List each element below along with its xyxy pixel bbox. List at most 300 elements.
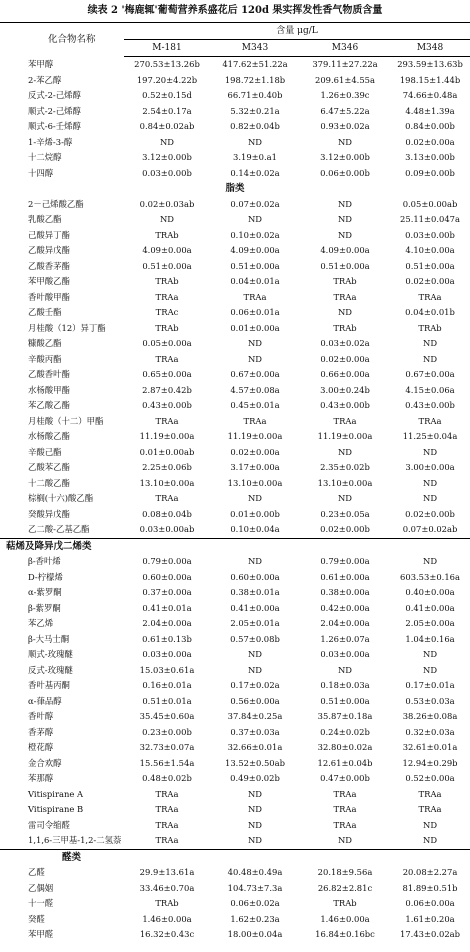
table-row bbox=[0, 429, 470, 445]
content-value: 0.02±0.00a bbox=[320, 353, 370, 364]
content-value: 0.08±0.04b bbox=[142, 508, 192, 519]
content-value: 0.02±0.00a bbox=[405, 276, 455, 286]
compound-name: 己酸异丁酯 bbox=[28, 229, 70, 240]
content-value: 20.08±2.27a bbox=[402, 867, 458, 877]
table-row bbox=[0, 259, 470, 275]
content-value: 104.73±7.3a bbox=[227, 882, 283, 893]
content-value: 3.00±0.00a bbox=[405, 462, 455, 472]
compound-name: 乙酸香茅酯 bbox=[28, 260, 70, 271]
content-value: 18.00±0.04a bbox=[227, 929, 283, 939]
table-row bbox=[0, 274, 470, 290]
content-value: 0.37±0.03a bbox=[230, 726, 280, 737]
content-value: 0.03±0.00ab bbox=[139, 524, 195, 534]
content-value: 2.05±0.00a bbox=[405, 618, 455, 628]
compound-name: 苯乙酸乙酯 bbox=[28, 400, 70, 410]
content-value: 17.43±0.02ab bbox=[400, 929, 461, 939]
sample-header-m346: M346 bbox=[300, 40, 390, 57]
table-caption: 续表 2 '梅鹿辄'葡萄营养系盛花后 120d 果实挥发性香气物质含量 bbox=[87, 5, 383, 16]
table-row bbox=[0, 367, 470, 383]
table-row bbox=[0, 88, 470, 104]
content-value: 0.03±0.00a bbox=[320, 649, 370, 659]
table-row bbox=[0, 119, 470, 135]
compound-name: 橙花醇 bbox=[28, 742, 54, 752]
content-value: 32.66±0.01a bbox=[227, 742, 283, 752]
table-row bbox=[0, 896, 470, 912]
table-body bbox=[0, 57, 470, 943]
content-value: 0.38±0.00a bbox=[320, 587, 370, 597]
table-row bbox=[0, 460, 470, 476]
content-value: TRAa bbox=[155, 819, 179, 830]
table-row bbox=[0, 601, 470, 617]
table-row bbox=[0, 694, 470, 710]
content-value: 0.41±0.01a bbox=[142, 602, 192, 613]
compound-name: 香茅醇 bbox=[28, 726, 54, 737]
content-value: 13.10±0.00a bbox=[317, 477, 373, 488]
content-value: TRAa bbox=[333, 804, 357, 814]
table-row bbox=[0, 570, 470, 586]
content-value: 32.73±0.07a bbox=[139, 742, 195, 752]
content-value: 0.02±0.00a bbox=[405, 136, 455, 147]
content-value: 4.15±0.06a bbox=[405, 384, 455, 395]
table-row bbox=[0, 585, 470, 601]
content-value: ND bbox=[247, 353, 263, 364]
content-value: 0.61±0.13b bbox=[142, 633, 192, 644]
compound-name: 反式-玫瑰醚 bbox=[28, 664, 73, 675]
content-value: 1.62±0.23a bbox=[230, 913, 280, 924]
content-value: 0.48±0.02b bbox=[142, 773, 192, 783]
table-row bbox=[0, 522, 470, 538]
content-value: 0.06±0.01a bbox=[230, 307, 280, 317]
content-value: 0.47±0.00b bbox=[320, 773, 370, 783]
compound-name: 乙酸壬酯 bbox=[28, 307, 62, 317]
content-value: 1.61±0.20a bbox=[405, 913, 455, 924]
compound-name: 苯甲醛 bbox=[28, 929, 54, 939]
content-value: ND bbox=[247, 819, 263, 830]
content-value: 0.43±0.00b bbox=[405, 400, 455, 410]
content-value: 4.09±0.00a bbox=[320, 245, 370, 255]
section-title: 脂类 bbox=[225, 183, 245, 194]
compound-name: 月桂酸（十二）甲酯 bbox=[28, 415, 104, 426]
content-value: 0.04±0.01a bbox=[230, 276, 280, 286]
content-value: 0.41±0.00a bbox=[230, 602, 280, 613]
content-value: 3.19±0.a1 bbox=[233, 152, 277, 162]
content-value: 3.17±0.00a bbox=[230, 462, 280, 472]
content-value: 4.57±0.08a bbox=[230, 384, 280, 395]
content-value: 0.51±0.00a bbox=[230, 260, 280, 271]
content-value: TRAa bbox=[155, 493, 179, 503]
compound-name: 反式-2-己烯醇 bbox=[28, 90, 81, 100]
content-value: ND bbox=[423, 819, 438, 830]
content-value: ND bbox=[337, 446, 353, 457]
content-value: ND bbox=[423, 664, 438, 675]
content-value: 4.48±1.39a bbox=[405, 105, 455, 116]
content-value: TRAb bbox=[333, 322, 357, 333]
content-value: TRAb bbox=[333, 898, 357, 908]
content-value: ND bbox=[247, 136, 263, 147]
content-value: 12.94±0.29b bbox=[402, 757, 458, 768]
content-value: ND bbox=[337, 198, 353, 209]
table-row bbox=[0, 507, 470, 523]
content-value: ND bbox=[337, 664, 353, 675]
content-value: 2.04±0.00a bbox=[320, 618, 370, 628]
content-value: ND bbox=[423, 446, 438, 457]
content-value: 0.32±0.03a bbox=[405, 726, 455, 737]
content-value: TRAa bbox=[243, 415, 267, 426]
content-value: 0.82±0.04b bbox=[230, 121, 280, 131]
content-value: ND bbox=[159, 214, 175, 224]
compound-name: 顺式-6-壬烯醇 bbox=[28, 121, 81, 131]
content-value: ND bbox=[337, 229, 353, 240]
content-value: TRAa bbox=[243, 291, 267, 302]
compound-name: 乙醛 bbox=[28, 867, 45, 877]
table-row bbox=[0, 352, 470, 368]
content-value: TRAa bbox=[155, 291, 179, 302]
table-row bbox=[0, 104, 470, 120]
content-value: 0.52±0.00a bbox=[405, 773, 455, 783]
content-value: 0.66±0.00a bbox=[320, 369, 370, 379]
content-value: 0.93±0.02a bbox=[320, 121, 370, 131]
content-value: 0.23±0.05a bbox=[320, 508, 370, 519]
content-value: 0.57±0.08b bbox=[230, 633, 280, 644]
content-value: 0.03±0.02a bbox=[320, 338, 370, 348]
content-value: 0.03±0.00b bbox=[405, 229, 455, 240]
compound-name: D-柠檬烯 bbox=[28, 571, 63, 582]
header-row-1 bbox=[0, 23, 470, 40]
content-value: 0.60±0.00a bbox=[230, 571, 280, 582]
content-value: TRAa bbox=[155, 353, 179, 364]
content-value: 2.04±0.00a bbox=[142, 618, 192, 628]
content-value: 2.87±0.42b bbox=[142, 384, 192, 395]
content-value: TRAb bbox=[333, 276, 357, 286]
table-row bbox=[0, 336, 470, 352]
content-value: ND bbox=[247, 649, 263, 659]
content-value: 12.61±0.04b bbox=[317, 757, 373, 768]
content-value: ND bbox=[423, 338, 438, 348]
content-value: ND bbox=[423, 493, 438, 503]
compound-name: Vitispirane B bbox=[28, 804, 84, 814]
table-row bbox=[0, 321, 470, 337]
content-value: 1.46±0.00a bbox=[320, 913, 370, 924]
content-value: ND bbox=[247, 804, 263, 814]
compound-name: 乙酸异戊酯 bbox=[28, 245, 70, 255]
content-value: TRAa bbox=[333, 291, 357, 302]
table-row bbox=[0, 678, 470, 694]
content-value: ND bbox=[423, 835, 438, 845]
compound-name: 苯甲醇 bbox=[28, 58, 54, 69]
content-value: 35.45±0.60a bbox=[139, 711, 195, 721]
table-row bbox=[0, 150, 470, 166]
compound-name: 顺式-玫瑰醚 bbox=[28, 649, 73, 659]
table-row bbox=[0, 616, 470, 632]
table-row bbox=[0, 491, 470, 507]
content-value: 0.06±0.00a bbox=[405, 898, 455, 908]
content-value: 37.84±0.25a bbox=[227, 711, 283, 721]
content-value: 4.10±0.00a bbox=[405, 245, 455, 255]
content-value: 293.59±13.63b bbox=[397, 59, 463, 69]
content-value: 32.80±0.02a bbox=[317, 742, 373, 752]
content-value: 0.43±0.00b bbox=[320, 400, 370, 410]
table-row bbox=[0, 243, 470, 259]
content-value: 0.10±0.02a bbox=[230, 229, 280, 240]
table-row bbox=[0, 383, 470, 399]
content-value: 13.52±0.50ab bbox=[225, 757, 285, 768]
content-value: 11.19±0.00a bbox=[317, 431, 373, 441]
content-value: 0.02±0.00b bbox=[405, 508, 455, 519]
content-value: 5.32±0.21a bbox=[230, 105, 280, 116]
content-value: 0.67±0.00a bbox=[230, 369, 280, 379]
content-value: 16.84±0.16bc bbox=[315, 929, 375, 939]
table-row bbox=[0, 709, 470, 725]
content-value: 38.26±0.08a bbox=[402, 711, 458, 721]
content-value: TRAa bbox=[418, 804, 442, 814]
content-value: TRAa bbox=[155, 804, 179, 814]
section-row bbox=[0, 849, 470, 865]
sample-header-m343: M343 bbox=[210, 40, 300, 57]
compound-name: 水杨酸乙酯 bbox=[28, 431, 70, 441]
content-value: TRAa bbox=[155, 788, 179, 799]
content-value: 1.26±0.39c bbox=[320, 90, 370, 100]
content-value: 4.09±0.00a bbox=[230, 245, 280, 255]
compound-name: β-大马士酮 bbox=[28, 633, 70, 644]
content-value: 3.12±0.00b bbox=[142, 152, 192, 162]
compound-name: 癸酸异戊酯 bbox=[28, 508, 70, 519]
content-value: ND bbox=[337, 214, 353, 224]
content-value: 0.04±0.01b bbox=[405, 307, 455, 317]
content-value: 32.61±0.01a bbox=[402, 742, 458, 752]
content-value: ND bbox=[159, 136, 175, 147]
table-row bbox=[0, 756, 470, 772]
compound-name: α-葎品醇 bbox=[28, 695, 62, 706]
compound-name: 苯乙烯 bbox=[28, 618, 54, 628]
compound-name: 2-苯乙醇 bbox=[28, 74, 62, 85]
table-row bbox=[0, 135, 470, 151]
content-value: 25.11±0.047a bbox=[400, 214, 460, 224]
content-value: 0.01±0.00a bbox=[230, 322, 280, 333]
table-row bbox=[0, 818, 470, 834]
content-value: 4.09±0.00a bbox=[142, 245, 192, 255]
content-value: TRAc bbox=[155, 307, 179, 317]
content-value: 33.46±0.70a bbox=[139, 882, 195, 893]
table-row bbox=[0, 787, 470, 803]
content-value: 0.45±0.01a bbox=[230, 400, 280, 410]
table-row bbox=[0, 212, 470, 228]
table-row bbox=[0, 228, 470, 244]
content-value: 16.32±0.43c bbox=[139, 929, 195, 939]
compound-name: 香叶酸甲酯 bbox=[28, 291, 70, 302]
content-value: ND bbox=[337, 493, 353, 503]
compound-name: 1-辛烯-3-醇 bbox=[28, 136, 73, 147]
content-value: 0.40±0.00a bbox=[405, 587, 455, 597]
content-value: 11.25±0.04a bbox=[402, 431, 458, 441]
content-value: 13.10±0.00a bbox=[139, 477, 195, 488]
section-row bbox=[0, 538, 470, 554]
compound-name: 癸醛 bbox=[28, 913, 45, 924]
compound-name: 雷司令缩醛 bbox=[28, 819, 70, 830]
content-value: 2.54±0.17a bbox=[142, 105, 192, 116]
content-value: 0.14±0.02a bbox=[230, 167, 280, 178]
content-value: 0.65±0.00a bbox=[142, 369, 192, 379]
content-value: 0.67±0.00a bbox=[405, 369, 455, 379]
content-value: 6.47±5.22a bbox=[320, 105, 370, 116]
section-title: 醛类 bbox=[0, 849, 470, 865]
table-row bbox=[0, 663, 470, 679]
content-value: 0.37±0.00a bbox=[142, 587, 192, 597]
content-unit-header: 含量 μg/L bbox=[124, 23, 470, 40]
compound-name: α-紫罗酮 bbox=[28, 587, 62, 597]
table-row bbox=[0, 771, 470, 787]
content-value: 40.48±0.49a bbox=[227, 867, 283, 877]
compound-name: 香叶醇 bbox=[28, 711, 54, 721]
compound-name: 棕榈(十六)酸乙酯 bbox=[28, 493, 94, 503]
content-value: TRAa bbox=[333, 788, 357, 799]
sample-header-m181: M-181 bbox=[124, 40, 210, 57]
table-row bbox=[0, 73, 470, 89]
compound-name: Vitispirane A bbox=[28, 788, 84, 799]
table-row bbox=[0, 414, 470, 430]
table-row bbox=[0, 725, 470, 741]
table-row bbox=[0, 740, 470, 756]
content-value: TRAa bbox=[418, 415, 442, 426]
content-value: TRAa bbox=[155, 835, 179, 845]
table-row bbox=[0, 398, 470, 414]
content-value: 379.11±27.22a bbox=[312, 59, 378, 69]
content-value: 417.62±51.22a bbox=[222, 59, 288, 69]
compound-name: 苯甲酸乙酯 bbox=[28, 276, 70, 286]
content-value: TRAb bbox=[155, 322, 179, 333]
content-value: ND bbox=[423, 556, 438, 566]
content-value: 0.53±0.03a bbox=[405, 695, 455, 706]
content-value: 0.23±0.00b bbox=[142, 726, 192, 737]
content-value: 0.18±0.03a bbox=[320, 680, 370, 690]
content-value: 35.87±0.18a bbox=[317, 711, 373, 721]
content-value: 11.19±0.00a bbox=[139, 431, 195, 441]
content-value: 1.26±0.07a bbox=[320, 633, 370, 644]
content-value: TRAb bbox=[155, 229, 179, 240]
content-value: ND bbox=[337, 136, 353, 147]
content-value: 603.53±0.16a bbox=[400, 571, 460, 582]
compound-name: 2－己烯酸乙酯 bbox=[28, 198, 84, 209]
content-value: 0.49±0.02b bbox=[230, 773, 280, 783]
table-row bbox=[0, 197, 470, 213]
content-value: 0.16±0.01a bbox=[142, 680, 192, 690]
content-value: 197.20±4.22b bbox=[136, 74, 198, 85]
table-row bbox=[0, 305, 470, 321]
content-value: 0.01±0.00b bbox=[230, 508, 280, 519]
content-value: 0.41±0.00a bbox=[405, 602, 455, 613]
compound-name: 水杨酸甲酯 bbox=[28, 384, 70, 395]
compound-name-header: 化合物名称 bbox=[0, 23, 124, 57]
content-value: 81.89±0.51b bbox=[402, 882, 458, 893]
table-row bbox=[0, 445, 470, 461]
content-value: ND bbox=[423, 353, 438, 364]
content-value: 0.09±0.00b bbox=[405, 167, 455, 178]
content-value: 2.05±0.01a bbox=[230, 618, 280, 628]
content-value: 0.05±0.00a bbox=[142, 338, 192, 348]
compound-name: 十四醇 bbox=[28, 167, 54, 178]
content-value: TRAb bbox=[155, 276, 179, 286]
content-value: 29.9±13.61a bbox=[139, 867, 195, 877]
content-value: 0.42±0.00a bbox=[320, 602, 370, 613]
content-value: ND bbox=[247, 556, 263, 566]
content-value: 0.24±0.02b bbox=[320, 726, 370, 737]
content-value: TRAb bbox=[418, 322, 442, 333]
content-value: 2.25±0.06b bbox=[142, 462, 192, 472]
content-value: ND bbox=[247, 835, 263, 845]
content-value: 2.35±0.02b bbox=[320, 462, 370, 472]
content-value: TRAa bbox=[333, 819, 357, 830]
content-value: TRAa bbox=[418, 788, 442, 799]
compound-name: 辛酸丙酯 bbox=[28, 353, 62, 364]
content-value: 0.43±0.00b bbox=[142, 400, 192, 410]
content-value: TRAa bbox=[418, 291, 442, 302]
volatile-compounds-table bbox=[0, 22, 470, 943]
content-value: 0.02±0.00b bbox=[320, 524, 370, 534]
table-row bbox=[0, 632, 470, 648]
content-value: ND bbox=[247, 788, 263, 799]
table-row bbox=[0, 290, 470, 306]
content-value: 0.56±0.00a bbox=[230, 695, 280, 706]
content-value: 3.13±0.00b bbox=[405, 152, 455, 162]
table-row bbox=[0, 476, 470, 492]
table-row bbox=[0, 881, 470, 897]
table-row bbox=[0, 647, 470, 663]
content-value: ND bbox=[247, 338, 263, 348]
compound-name: β-紫罗酮 bbox=[28, 602, 61, 613]
section-title: 萜烯及降异戊二烯类 bbox=[0, 538, 470, 554]
table-row bbox=[0, 57, 470, 73]
table-row bbox=[0, 554, 470, 570]
table-row bbox=[0, 166, 470, 182]
content-value: 0.51±0.00a bbox=[142, 260, 192, 271]
content-value: ND bbox=[247, 214, 263, 224]
content-value: 0.10±0.04a bbox=[230, 524, 280, 534]
sample-header-m348: M348 bbox=[390, 40, 470, 57]
content-value: 3.12±0.00b bbox=[320, 152, 370, 162]
compound-name: 金合欢醇 bbox=[28, 757, 62, 768]
content-value: 0.05±0.00ab bbox=[402, 198, 458, 209]
content-value: ND bbox=[337, 307, 353, 317]
content-value: 0.06±0.02a bbox=[230, 898, 280, 908]
content-value: 0.02±0.03ab bbox=[139, 198, 195, 209]
compound-name: 辛酸己酯 bbox=[28, 446, 62, 457]
content-value: 0.02±0.00a bbox=[230, 446, 280, 457]
content-value: 1.46±0.00a bbox=[142, 913, 192, 924]
compound-name: 十二烷醇 bbox=[28, 152, 62, 162]
content-value: 11.19±0.00a bbox=[227, 431, 283, 441]
content-value: ND bbox=[247, 664, 263, 675]
compound-name: 乙酸苯乙酯 bbox=[28, 462, 70, 472]
content-value: 0.07±0.02ab bbox=[402, 524, 458, 534]
content-value: 13.10±0.00a bbox=[227, 477, 283, 488]
table-row bbox=[0, 833, 470, 849]
compound-name: β-香叶烯 bbox=[28, 556, 61, 566]
content-value: ND bbox=[423, 477, 438, 488]
content-value: TRAa bbox=[155, 415, 179, 426]
content-value: 209.61±4.55a bbox=[315, 74, 375, 85]
compound-name: 乙偶姻 bbox=[28, 882, 54, 893]
content-value: 15.56±1.54a bbox=[139, 757, 195, 768]
content-value: 0.61±0.00a bbox=[320, 571, 370, 582]
content-value: 66.71±0.40b bbox=[227, 90, 283, 100]
compound-name: 十二酸乙酯 bbox=[28, 477, 70, 488]
content-value: 0.79±0.00a bbox=[320, 556, 370, 566]
content-value: 0.51±0.00a bbox=[405, 260, 455, 271]
table-row bbox=[0, 927, 470, 943]
content-value: 0.84±0.00b bbox=[405, 121, 455, 131]
compound-name: 乙酸香叶酯 bbox=[28, 369, 70, 379]
compound-name: 香叶基丙酮 bbox=[28, 680, 70, 690]
compound-name: 乳酸乙酯 bbox=[28, 214, 62, 224]
